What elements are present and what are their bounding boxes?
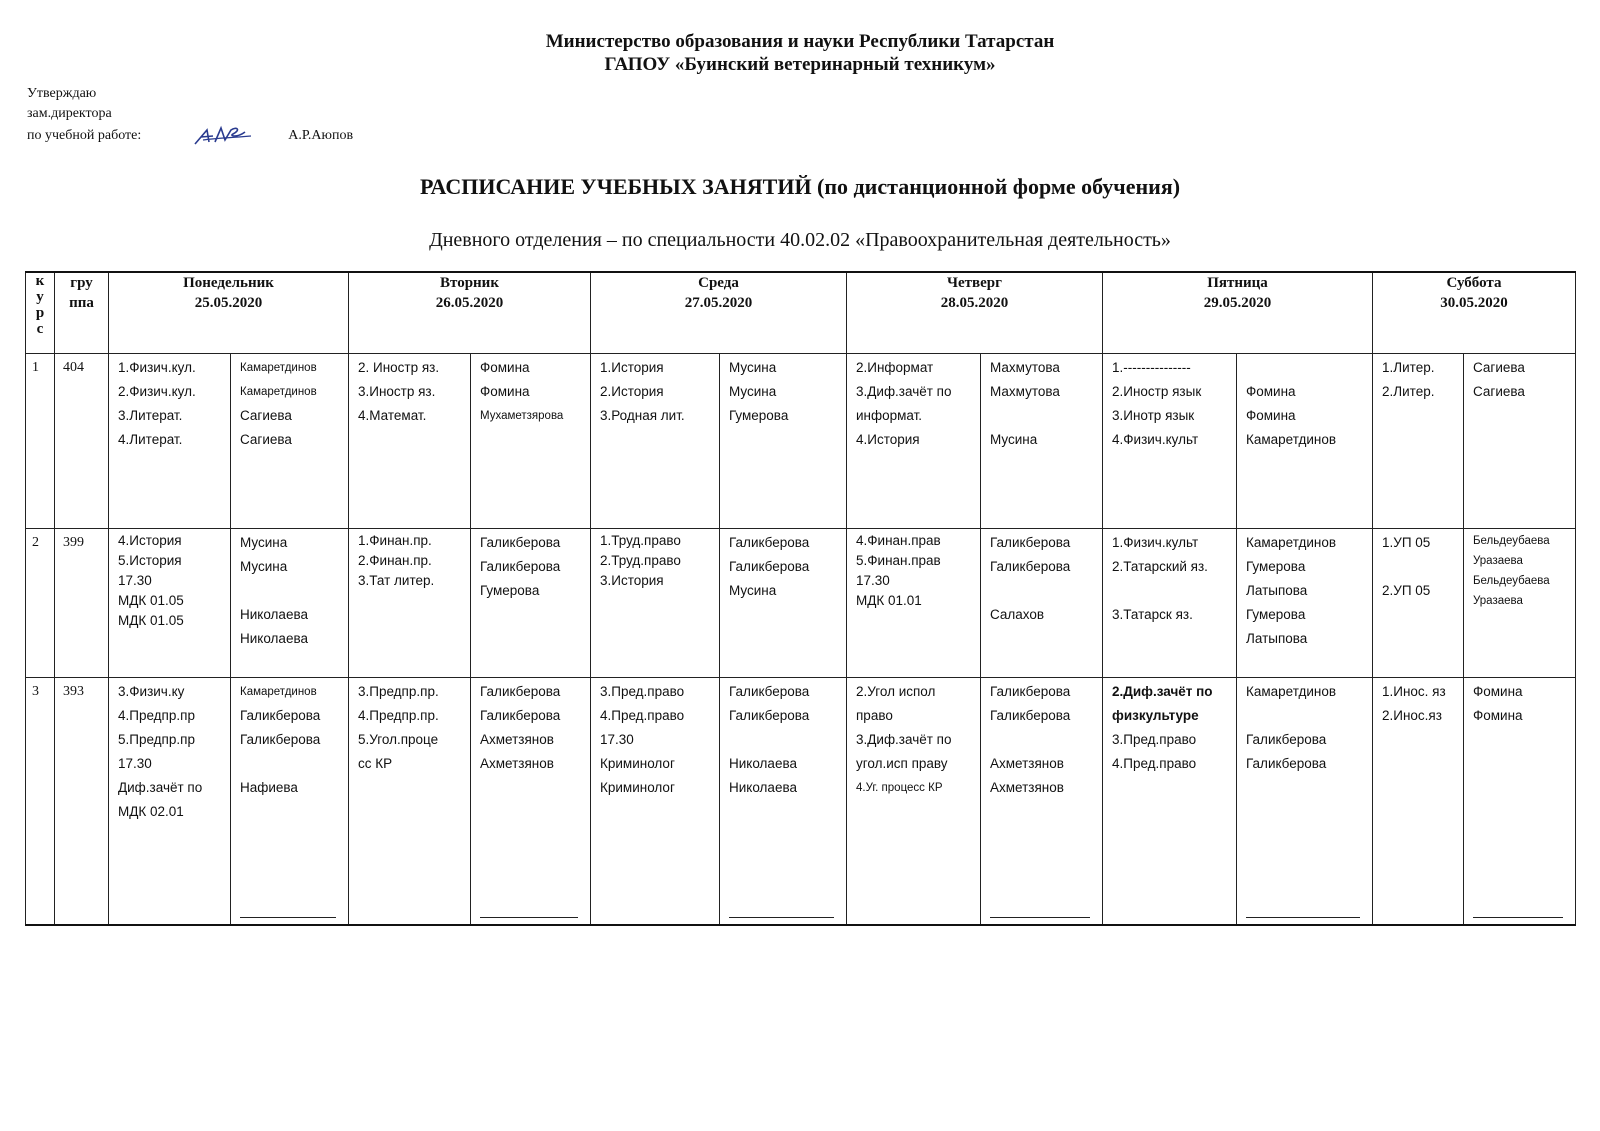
cell-line: 3.Предпр.пр.: [358, 684, 439, 699]
group-cell: 399: [55, 529, 109, 678]
teacher-cell: [720, 354, 847, 529]
cell-line: 2.Инос.яз: [1382, 708, 1442, 723]
cell-line: Камаретдинов: [1246, 684, 1337, 699]
cell-line: информат.: [856, 408, 923, 423]
cell-content: [1112, 531, 1230, 677]
cell-line: 5.История: [118, 553, 182, 568]
cell-line: Николаева: [240, 607, 308, 622]
cell-line: Камаретдинов: [1246, 432, 1337, 447]
cell-line: 4.Предпр.пр: [118, 708, 195, 723]
cell-line: Галикберова: [990, 535, 1071, 550]
cell-line: 4.История: [118, 533, 182, 548]
table-row: [26, 678, 1576, 926]
cell-line: Фомина: [1246, 384, 1296, 399]
cell-line: [1246, 704, 1366, 728]
kurs-cell: 2: [26, 529, 55, 678]
cell-line: 4.Литерат.: [118, 432, 183, 447]
table-row: [26, 354, 1576, 529]
subject-cell: [847, 678, 981, 926]
cell-line: Камаретдинов: [240, 686, 317, 698]
cell-line: 3.Родная лит.: [600, 408, 685, 423]
cell-line: Николаева: [729, 780, 797, 795]
ministry-header: [0, 30, 1600, 76]
cell-line: Галикберова: [240, 708, 321, 723]
cell-line: 4.Физич.культ: [1112, 432, 1199, 447]
teacher-cell: [1237, 529, 1373, 678]
subject-cell: [1103, 354, 1237, 529]
cell-content: [729, 531, 840, 677]
approval-line-2: зам.директора: [27, 106, 112, 121]
teacher-cell: [981, 529, 1103, 678]
day-date: 28.05.2020: [940, 295, 1009, 311]
cell-line: Бельдеубаева: [1473, 535, 1550, 547]
approval-line-1: Утверждаю: [27, 86, 97, 101]
cell-line: право: [856, 708, 893, 723]
cell-content: [480, 680, 584, 924]
cell-line: 3.Диф.зачёт по: [856, 732, 952, 747]
cell-line: Латыпова: [1246, 583, 1308, 598]
cell-line: Салахов: [990, 607, 1045, 622]
cell-line: Мусина: [240, 535, 288, 550]
subject-cell: [591, 354, 720, 529]
col-group: [55, 272, 109, 354]
college-title: ГАПОУ «Буинский ветеринарный техникум»: [604, 54, 996, 75]
cell-content: [600, 680, 713, 924]
cell-content: [1112, 356, 1230, 528]
cell-line: 1.Литер.: [1382, 360, 1435, 375]
cell-line: Галикберова: [480, 708, 561, 723]
cell-line: 2.Литер.: [1382, 384, 1435, 399]
cell-line: 1.Физич.кул.: [118, 360, 196, 375]
day-name: Вторник: [440, 275, 499, 291]
cell-line: [990, 404, 1096, 428]
cell-content: [856, 356, 974, 528]
cell-line: Галикберова: [990, 559, 1071, 574]
subject-cell: [1373, 678, 1464, 926]
cell-line: 2.УП 05: [1382, 583, 1431, 598]
cell-line: [1382, 555, 1457, 579]
teacher-cell: [981, 678, 1103, 926]
day-name: Четверг: [947, 275, 1002, 291]
day-date: 27.05.2020: [684, 295, 753, 311]
cell-line: угол.исп праву: [856, 756, 948, 771]
cell-line: 2.Иностр язык: [1112, 384, 1202, 399]
cell-line: Галикберова: [480, 684, 561, 699]
cell-line: Галикберова: [240, 732, 321, 747]
ministry-title: Министерство образования и науки Республики Татарстан: [545, 31, 1055, 52]
cell-line: 1.Финан.пр.: [358, 533, 432, 548]
cell-line: Латыпова: [1246, 631, 1308, 646]
cell-line: Мухаметзярова: [480, 410, 564, 422]
table-row: [26, 529, 1576, 678]
cell-line: 2.Информат: [856, 360, 934, 375]
cell-line: Галикберова: [729, 684, 810, 699]
teacher-cell: [231, 529, 349, 678]
cell-content: [118, 356, 224, 528]
cell-line: Фомина: [1473, 708, 1523, 723]
subject-cell: [847, 354, 981, 529]
cell-line: Сагиева: [1473, 384, 1525, 399]
cell-line: Галикберова: [729, 559, 810, 574]
underline-mark: [1473, 917, 1563, 918]
cell-line: 5.Угол.проце: [358, 732, 439, 747]
subject-cell: [349, 529, 471, 678]
cell-line: 4.Математ.: [358, 408, 427, 423]
cell-line: Махмутова: [990, 384, 1060, 399]
subject-cell: [349, 354, 471, 529]
cell-line: Гумерова: [480, 583, 540, 598]
cell-content: [358, 356, 464, 528]
teacher-cell: [471, 354, 591, 529]
col-day-1: [349, 272, 591, 354]
cell-line: 1.---------------: [1112, 360, 1191, 375]
cell-line: Сагиева: [240, 408, 292, 423]
cell-line: 3.Инотр язык: [1112, 408, 1195, 423]
cell-line: Мусина: [729, 384, 777, 399]
cell-line: 4.Пред.право: [1112, 756, 1197, 771]
day-name: Пятница: [1207, 275, 1268, 291]
cell-line: 2. Иностр яз.: [358, 360, 440, 375]
cell-line: Галикберова: [1246, 732, 1327, 747]
cell-line: 4.Предпр.пр.: [358, 708, 439, 723]
cell-content: [1382, 680, 1457, 924]
cell-line: МДК 01.01: [856, 593, 922, 608]
cell-line: Николаева: [729, 756, 797, 771]
cell-line: Диф.зачёт по: [118, 780, 203, 795]
cell-line: 3.Пред.право: [600, 684, 685, 699]
cell-line: Ахметзянов: [990, 756, 1064, 771]
cell-content: [990, 356, 1096, 528]
cell-content: [480, 356, 584, 528]
cell-line: Сагиева: [1473, 360, 1525, 375]
cell-line: Гумерова: [729, 408, 789, 423]
cell-line: 3.Физич.ку: [118, 684, 185, 699]
cell-line: [240, 752, 342, 776]
cell-line: 5.Финан.прав: [856, 553, 941, 568]
cell-line: Николаева: [240, 631, 308, 646]
col-day-2: [591, 272, 847, 354]
cell-line: Фомина: [1473, 684, 1523, 699]
cell-line: 2.Угол испол: [856, 684, 936, 699]
cell-content: [990, 680, 1096, 924]
col-group-label: гру ппа: [69, 275, 94, 311]
col-day-4: [1103, 272, 1373, 354]
cell-content: [729, 680, 840, 924]
subject-cell: [1373, 354, 1464, 529]
cell-line: 2.Татарский яз.: [1112, 559, 1208, 574]
cell-line: Ахметзянов: [480, 756, 554, 771]
cell-line: 17.30: [600, 732, 634, 747]
cell-line: 4.Финан.прав: [856, 533, 941, 548]
table-header-row: [26, 272, 1576, 354]
cell-line: Махмутова: [990, 360, 1060, 375]
teacher-cell: [1464, 354, 1576, 529]
col-day-0: [109, 272, 349, 354]
teacher-cell: [1237, 354, 1373, 529]
cell-line: 2.Труд.право: [600, 553, 681, 568]
day-date: 30.05.2020: [1440, 295, 1508, 311]
teacher-cell: [720, 678, 847, 926]
cell-line: [729, 728, 840, 752]
cell-line: 1.УП 05: [1382, 535, 1431, 550]
cell-content: [480, 531, 584, 677]
day-name: Понедельник: [183, 275, 274, 291]
cell-line: Фомина: [1246, 408, 1296, 423]
cell-line: [990, 579, 1096, 603]
day-date: 25.05.2020: [194, 295, 263, 311]
cell-content: [1246, 531, 1366, 677]
cell-line: Фомина: [480, 384, 530, 399]
teacher-cell: [471, 529, 591, 678]
cell-content: [240, 680, 342, 924]
cell-line: 1.Инос. яз: [1382, 684, 1446, 699]
cell-content: [1473, 356, 1569, 528]
cell-content: [1246, 356, 1366, 528]
cell-line: 3.Татарск яз.: [1112, 607, 1193, 622]
signature-icon: [193, 124, 255, 148]
col-kurs: [26, 272, 55, 354]
cell-line: Мусина: [729, 583, 777, 598]
cell-line: 17.30: [118, 573, 152, 588]
group-cell: 393: [55, 678, 109, 926]
cell-line: Галикберова: [729, 535, 810, 550]
day-date: 29.05.2020: [1203, 295, 1272, 311]
cell-line: Камаретдинов: [1246, 535, 1337, 550]
cell-line: Галикберова: [480, 535, 561, 550]
cell-line: Бельдеубаева: [1473, 575, 1550, 587]
cell-line: 2.История: [600, 384, 664, 399]
cell-content: [1473, 531, 1569, 677]
subject-cell: [1103, 529, 1237, 678]
cell-line: Мусина: [729, 360, 777, 375]
subject-cell: [109, 354, 231, 529]
cell-line: 2.Физич.кул.: [118, 384, 196, 399]
teacher-cell: [231, 354, 349, 529]
group-cell: 404: [55, 354, 109, 529]
teacher-cell: [1237, 678, 1373, 926]
approver-name: А.Р.Аюпов: [288, 128, 354, 144]
cell-line: МДК 01.05: [118, 613, 184, 628]
underline-mark: [240, 917, 336, 918]
subject-cell: [109, 678, 231, 926]
cell-content: [856, 531, 974, 677]
teacher-cell: [1464, 529, 1576, 678]
teacher-cell: [231, 678, 349, 926]
cell-content: [729, 356, 840, 528]
cell-content: [600, 356, 713, 528]
cell-line: сс КР: [358, 756, 393, 771]
cell-content: [358, 531, 464, 677]
document-subtitle: Дневного отделения – по специальности 40.02.02 «Правоохранительная деятельность»: [429, 229, 1171, 251]
cell-content: [1382, 531, 1457, 677]
underline-mark: [729, 917, 834, 918]
cell-line: [990, 728, 1096, 752]
subject-cell: [591, 529, 720, 678]
cell-line: Галикберова: [990, 708, 1071, 723]
cell-line: Ахметзянов: [990, 780, 1064, 795]
cell-line: Криминолог: [600, 756, 675, 771]
cell-content: [118, 531, 224, 677]
cell-line: 2.Финан.пр.: [358, 553, 432, 568]
cell-line: Гумерова: [1246, 559, 1306, 574]
cell-line: 4.Пред.право: [600, 708, 685, 723]
document-title: РАСПИСАНИЕ УЧЕБНЫХ ЗАНЯТИЙ (по дистанционной форме обучения): [419, 174, 1181, 199]
cell-line: Уразаева: [1473, 595, 1523, 607]
underline-mark: [1246, 917, 1360, 918]
subject-cell: [847, 529, 981, 678]
approval-line-3-row: [27, 124, 353, 148]
approval-block: [27, 84, 353, 148]
cell-content: [358, 680, 464, 924]
cell-line: 1.Физич.культ: [1112, 535, 1199, 550]
cell-line: Мусина: [240, 559, 288, 574]
cell-line: 3.История: [600, 573, 664, 588]
cell-line: 3.Тат литер.: [358, 573, 435, 588]
subject-cell: [1103, 678, 1237, 926]
teacher-cell: [981, 354, 1103, 529]
cell-line: 5.Предпр.пр: [118, 732, 195, 747]
cell-line: 1.Труд.право: [600, 533, 681, 548]
subject-cell: [591, 678, 720, 926]
cell-line: 17.30: [856, 573, 890, 588]
cell-content: [856, 680, 974, 924]
teacher-cell: [471, 678, 591, 926]
cell-content: [1473, 680, 1569, 924]
kurs-cell: 1: [26, 354, 55, 529]
cell-line: Галикберова: [990, 684, 1071, 699]
day-name: Среда: [698, 275, 739, 291]
cell-line: Ахметзянов: [480, 732, 554, 747]
cell-line: 17.30: [118, 756, 152, 771]
cell-line: [1112, 579, 1230, 603]
kurs-cell: 3: [26, 678, 55, 926]
cell-content: [118, 680, 224, 924]
cell-line: Галикберова: [1246, 756, 1327, 771]
teacher-cell: [1464, 678, 1576, 926]
cell-line: Криминолог: [600, 780, 675, 795]
cell-content: [990, 531, 1096, 677]
cell-line: 4.Уг. процесс КР: [856, 782, 943, 794]
cell-line: Камаретдинов: [240, 386, 317, 398]
subject-cell: [349, 678, 471, 926]
cell-line: Галикберова: [729, 708, 810, 723]
cell-content: [1382, 356, 1457, 528]
approval-line-3: по учебной работе:: [27, 128, 142, 144]
cell-line: 1.История: [600, 360, 664, 375]
cell-content: [1112, 680, 1230, 924]
cell-line: физкультуре: [1112, 708, 1199, 723]
underline-mark: [990, 917, 1090, 918]
cell-line: [240, 579, 342, 603]
cell-line: МДК 01.05: [118, 593, 184, 608]
cell-line: МДК 02.01: [118, 804, 184, 819]
day-name: Суббота: [1446, 275, 1502, 291]
col-day-3: [847, 272, 1103, 354]
cell-content: [240, 356, 342, 528]
cell-line: 4.История: [856, 432, 920, 447]
cell-line: Уразаева: [1473, 555, 1523, 567]
subject-cell: [1373, 529, 1464, 678]
cell-line: Нафиева: [240, 780, 298, 795]
day-date: 26.05.2020: [435, 295, 504, 311]
cell-content: [600, 531, 713, 677]
col-day-5: [1373, 272, 1576, 354]
cell-line: Мусина: [990, 432, 1038, 447]
subject-cell: [109, 529, 231, 678]
cell-line: Камаретдинов: [240, 362, 317, 374]
cell-line: [1246, 356, 1366, 380]
cell-line: 3.Литерат.: [118, 408, 183, 423]
cell-content: [240, 531, 342, 677]
teacher-cell: [720, 529, 847, 678]
col-kurs-label: к у р с: [35, 273, 45, 337]
cell-line: Галикберова: [480, 559, 561, 574]
schedule-table: [25, 271, 1576, 926]
cell-line: Фомина: [480, 360, 530, 375]
cell-line: 3.Иностр яз.: [358, 384, 436, 399]
cell-line: 2.Диф.зачёт по: [1112, 684, 1213, 699]
cell-line: Сагиева: [240, 432, 292, 447]
underline-mark: [480, 917, 578, 918]
cell-line: 3.Пред.право: [1112, 732, 1197, 747]
cell-content: [1246, 680, 1366, 924]
cell-line: Гумерова: [1246, 607, 1306, 622]
cell-line: 3.Диф.зачёт по: [856, 384, 952, 399]
